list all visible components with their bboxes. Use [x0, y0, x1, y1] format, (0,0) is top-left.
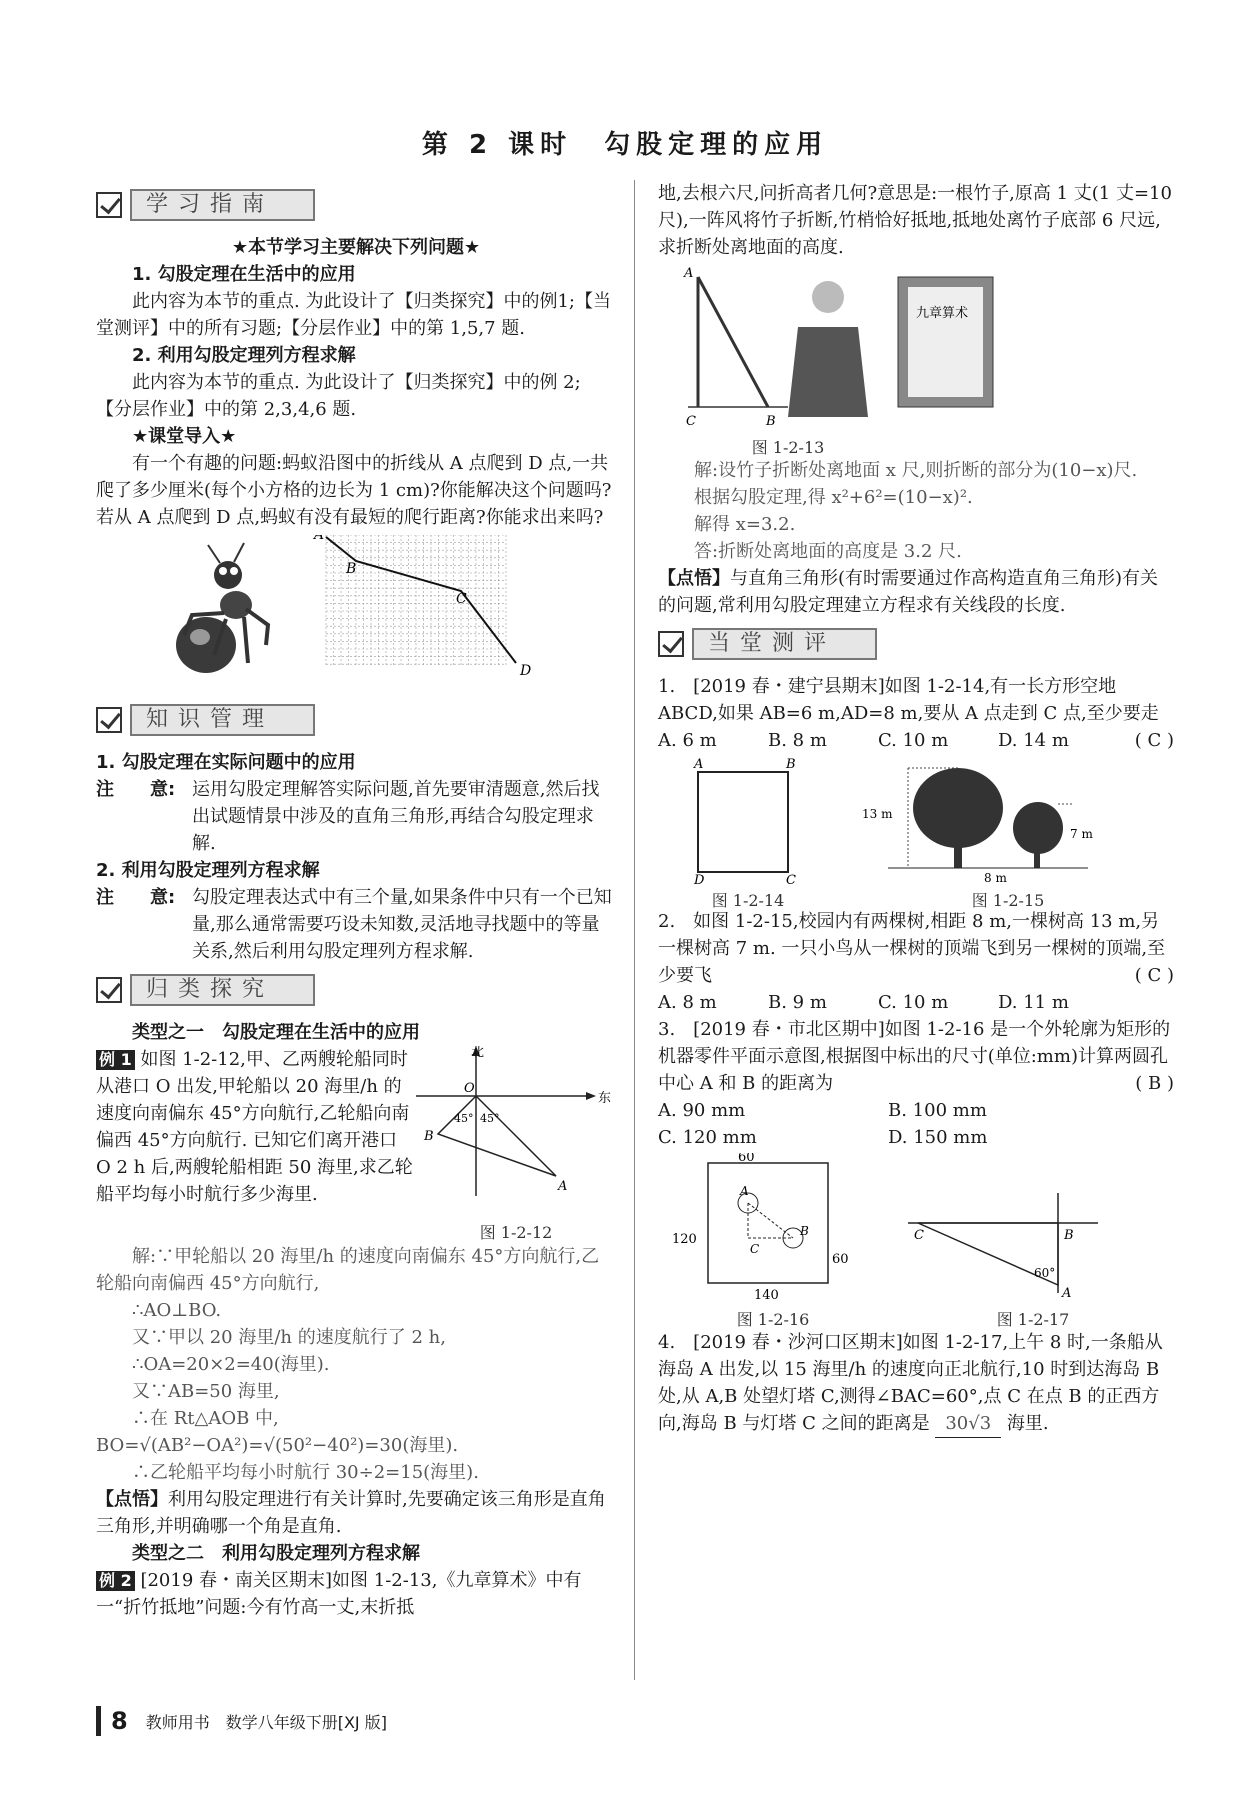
angle-label: 60°	[1034, 1266, 1056, 1280]
section-knowledge	[96, 701, 616, 739]
knowledge-title: 1. 勾股定理在实际问题中的应用	[96, 752, 356, 773]
intro-figure	[96, 535, 616, 695]
answer-blank: 30√3	[935, 1410, 1001, 1438]
point-label: A	[558, 1179, 568, 1194]
measure-label: 60	[832, 1252, 849, 1267]
point-tag: 【点悟】	[658, 568, 730, 589]
example-tag: 例 2	[96, 1571, 135, 1591]
point-tag: 【点悟】	[96, 1489, 168, 1510]
option: D. 11 m	[998, 992, 1069, 1013]
scholar-icon	[788, 281, 868, 417]
note-key: 注 意:	[96, 779, 176, 800]
north-label: 北	[471, 1046, 485, 1060]
grid-figure	[312, 535, 531, 679]
figure-1-2-14	[658, 758, 838, 908]
solution-line: ∴在 Rt△AOB 中,	[132, 1408, 279, 1429]
example-body: 如图 1-2-12,甲、乙两艘轮船同时从港口 O 出发,甲轮船以 20 海里/h 的速度向南偏东 45°方向航行,乙轮船向南偏西 45°方向航行. 已知它们离开港口 O 2 h 后,两艘轮船相距 50 海里,求乙轮船平均每小时航行多少海里.	[96, 1049, 413, 1205]
option: A. 6 m	[658, 730, 717, 751]
figure-caption: 图 1-2-12	[479, 1223, 553, 1242]
right-column	[658, 180, 1174, 1438]
grid-label: B	[346, 561, 357, 577]
solution-line: 解:设竹子折断处离地面 x 尺,则折断的部分为(10−x)尺.	[694, 460, 1138, 481]
book-icon	[898, 277, 993, 407]
solution-line: ∴OA=20×2=40(海里).	[132, 1354, 330, 1375]
point-label: A	[684, 267, 694, 281]
lighthouse-figure	[908, 1153, 1158, 1303]
checkbox-icon	[96, 977, 122, 1003]
example-body: [2019 春・南关区期末]如图 1-2-13,《九章算术》中有一“折竹抵地”问题:今有竹高一丈,末折抵	[96, 1570, 582, 1618]
figure-1-2-15	[858, 758, 1158, 908]
page-number: 8	[111, 1707, 128, 1735]
point-text: 与直角三角形(有时需要通过作高构造直角三角形)有关的问题,常利用勾股定理建立方程求有关线段的长度.	[658, 568, 1159, 616]
point-note	[96, 1486, 616, 1540]
answer: ( C )	[1134, 730, 1174, 751]
option: A. 90 mm	[658, 1100, 746, 1121]
point-label: C	[786, 873, 796, 884]
section-heading: 知识管理	[130, 704, 315, 736]
angle-label: 45°	[480, 1112, 500, 1125]
measure-label: 120	[672, 1232, 697, 1247]
option: C. 10 m	[878, 730, 949, 751]
section-heading: 归类探究	[130, 974, 315, 1006]
tree-icon	[1013, 802, 1063, 854]
rectangle-figure	[658, 758, 838, 884]
section-guide	[96, 186, 616, 224]
option: C. 120 mm	[658, 1127, 757, 1148]
star-heading: ★本节学习主要解决下列问题★	[231, 237, 481, 258]
figure-1-2-17	[908, 1153, 1158, 1329]
option: B. 9 m	[768, 992, 827, 1013]
tree-icon	[913, 768, 1003, 848]
point-label: A	[694, 758, 704, 772]
example-text	[96, 1046, 416, 1243]
measure-label: 8 m	[984, 871, 1007, 884]
solution-line: 又∵甲以 20 海里/h 的速度航行了 2 h,	[132, 1327, 446, 1348]
book-title: 九章算术	[916, 306, 969, 321]
answer: ( C )	[1134, 965, 1174, 986]
measure-label: 7 m	[1070, 827, 1093, 841]
solution-line: ∴AO⊥BO.	[132, 1300, 222, 1321]
solution-line: 根据勾股定理,得 x²+6²=(10−x)².	[694, 487, 973, 508]
point-label: C	[914, 1228, 924, 1243]
point-label: C	[686, 414, 696, 429]
type-title: 类型之二 利用勾股定理列方程求解	[132, 1543, 420, 1564]
item-text: 此内容为本节的重点. 为此设计了【归类探究】中的例 2;【分层作业】中的第 2,3,4,6 题.	[96, 372, 581, 420]
point-note	[658, 565, 1174, 619]
point-text: 利用勾股定理进行有关计算时,先要确定该三角形是直角三角形,并明确哪一个角是直角.	[96, 1489, 606, 1537]
grid-label: D	[520, 663, 532, 679]
solution-line: 解得 x=3.2.	[694, 514, 796, 535]
intro-text: 有一个有趣的问题:蚂蚁沿图中的折线从 A 点爬到 D 点,一共爬了多少厘米(每个小方格的边长为 1 cm)?你能解决这个问题吗?若从 A 点爬到 D 点,蚂蚁有没有最短的爬行距离?你能求出来吗?	[96, 453, 612, 528]
trees-figure	[858, 758, 1158, 884]
section-test	[658, 625, 1174, 663]
options-2	[658, 989, 1174, 1016]
option: C. 10 m	[878, 992, 949, 1013]
item-title: 2. 利用勾股定理列方程求解	[132, 345, 356, 366]
option: A. 8 m	[658, 992, 717, 1013]
note-row	[96, 776, 616, 857]
question-text: 2. 如图 1-2-15,校园内有两棵树,相距 8 m,一棵树高 13 m,另一棵树高 7 m. 一只小鸟从一棵树的顶端飞到另一棵树的顶端,至少要飞	[658, 911, 1166, 986]
solution-line: BO=√(AB²−OA²)=√(50²−40²)=30(海里).	[96, 1435, 459, 1456]
solution-line: 又∵AB=50 海里,	[132, 1381, 280, 1402]
section-explore	[96, 971, 616, 1009]
example-continued: 地,去根六尺,问折高者几何?意思是:一根竹子,原高 1 丈(1 丈=10 尺),一阵风将竹子折断,竹梢恰好抵地,抵地处离竹子底部 6 尺远,求折断处离地面的高度.	[658, 183, 1172, 258]
compass-figure	[416, 1046, 616, 1216]
option: D. 14 m	[998, 730, 1069, 751]
option: D. 150 mm	[888, 1127, 988, 1148]
figure-caption: 图 1-2-17	[996, 1310, 1070, 1329]
solution-2	[658, 457, 1174, 565]
answer: ( B )	[1135, 1073, 1174, 1094]
note-key: 注 意:	[96, 887, 176, 908]
figure-caption: 图 1-2-15	[971, 891, 1045, 910]
section-heading: 当堂测评	[692, 628, 877, 660]
figure-1-2-12	[416, 1046, 616, 1243]
example1-block	[96, 1046, 616, 1243]
page-footer	[96, 1706, 387, 1736]
options-3	[658, 1097, 1174, 1151]
point-label: B	[1064, 1228, 1074, 1243]
point-label: B	[786, 758, 796, 772]
footer-bar	[96, 1706, 101, 1736]
grid-label: C	[456, 591, 467, 607]
question-end: 海里.	[1006, 1413, 1049, 1434]
point-label: B	[766, 414, 776, 429]
note-text: 运用勾股定理解答实际问题,首先要审清题意,然后找出试题情景中涉及的直角三角形,再结合勾股定理求解.	[192, 779, 600, 854]
star-heading: ★课堂导入★	[132, 426, 237, 447]
point-label: A	[740, 1184, 749, 1198]
measure-label: 140	[754, 1288, 779, 1303]
checkbox-icon	[96, 192, 122, 218]
figure-caption: 图 1-2-16	[736, 1310, 810, 1329]
point-label: A	[1062, 1286, 1072, 1301]
column-divider	[634, 180, 635, 1680]
option: B. 100 mm	[888, 1100, 987, 1121]
knowledge-title: 2. 利用勾股定理列方程求解	[96, 860, 320, 881]
figures-16-17	[658, 1153, 1174, 1329]
note-text: 勾股定理表达式中有三个量,如果条件中只有一个已知量,那么通常需要巧设未知数,灵活地寻找题中的等量关系,然后利用勾股定理列方程求解.	[192, 887, 612, 962]
solution-1	[96, 1243, 616, 1486]
question-4	[658, 1329, 1174, 1438]
point-label: B	[424, 1129, 434, 1144]
left-column	[96, 180, 616, 1621]
figures-14-15	[658, 758, 1174, 908]
question-text: 4. [2019 春・沙河口区期末]如图 1-2-17,上午 8 时,一条船从海岛 A 出发,以 15 海里/h 的速度向正北航行,10 时到达海岛 B 处,从 A,B 处望灯塔 C,测得∠BAC=60°,点 C 在点 B 的正西方向,海岛 B 与灯塔 C 之间的距离是	[658, 1332, 1163, 1434]
measure-label: 13 m	[862, 807, 893, 821]
solution-line: 答:折断处离地面的高度是 3.2 尺.	[694, 541, 962, 562]
item-text: 此内容为本节的重点. 为此设计了【归类探究】中的例1;【当堂测评】中的所有习题;【分层作业】中的第 1,5,7 题.	[96, 291, 611, 339]
question-3	[658, 1016, 1174, 1097]
example-tag: 例 1	[96, 1050, 135, 1070]
figure-1-2-13	[658, 267, 1174, 457]
solution-line: ∴乙轮船平均每小时航行 30÷2=15(海里).	[132, 1462, 479, 1483]
question-2	[658, 908, 1174, 989]
checkbox-icon	[658, 631, 684, 657]
item-title: 1. 勾股定理在生活中的应用	[132, 264, 356, 285]
page-title: 第 2 课时 勾股定理的应用	[421, 130, 829, 160]
footer-text: 教师用书 数学八年级下册[XJ 版]	[145, 1712, 387, 1732]
ant-icon	[176, 543, 268, 673]
figure-caption: 图 1-2-14	[711, 891, 785, 910]
machine-part-figure	[658, 1153, 888, 1303]
grid-label: A	[314, 535, 325, 543]
options-1	[658, 727, 1135, 754]
ant-path-line	[326, 537, 516, 663]
ant-figure	[96, 535, 616, 695]
type-title: 类型之一 勾股定理在生活中的应用	[132, 1022, 420, 1043]
example-text	[96, 1567, 616, 1621]
option: B. 8 m	[768, 730, 827, 751]
bamboo-figure	[658, 267, 1174, 437]
figure-caption: 图 1-2-13	[751, 438, 825, 457]
point-label: C	[750, 1242, 760, 1256]
figure-1-2-16	[658, 1153, 888, 1329]
point-label: B	[800, 1224, 809, 1238]
point-label: O	[464, 1081, 475, 1096]
section-heading: 学习指南	[130, 189, 315, 221]
question-text: 1. [2019 春・建宁县期末]如图 1-2-14,有一长方形空地 ABCD,如果 AB=6 m,AD=8 m,要从 A 点走到 C 点,至少要走	[658, 676, 1159, 724]
east-label: 东	[598, 1091, 612, 1106]
checkbox-icon	[96, 707, 122, 733]
measure-label: 60	[738, 1153, 755, 1165]
point-label: D	[694, 873, 705, 884]
note-row	[96, 884, 616, 965]
angle-label: 45°	[454, 1112, 474, 1125]
question-text: 3. [2019 春・市北区期中]如图 1-2-16 是一个外轮廓为矩形的机器零件平面示意图,根据图中标出的尺寸(单位:mm)计算两圆孔中心 A 和 B 的距离为	[658, 1019, 1171, 1094]
solution-line: 解:∵甲轮船以 20 海里/h 的速度向南偏东 45°方向航行,乙轮船向南偏西 45°方向航行,	[96, 1246, 600, 1294]
